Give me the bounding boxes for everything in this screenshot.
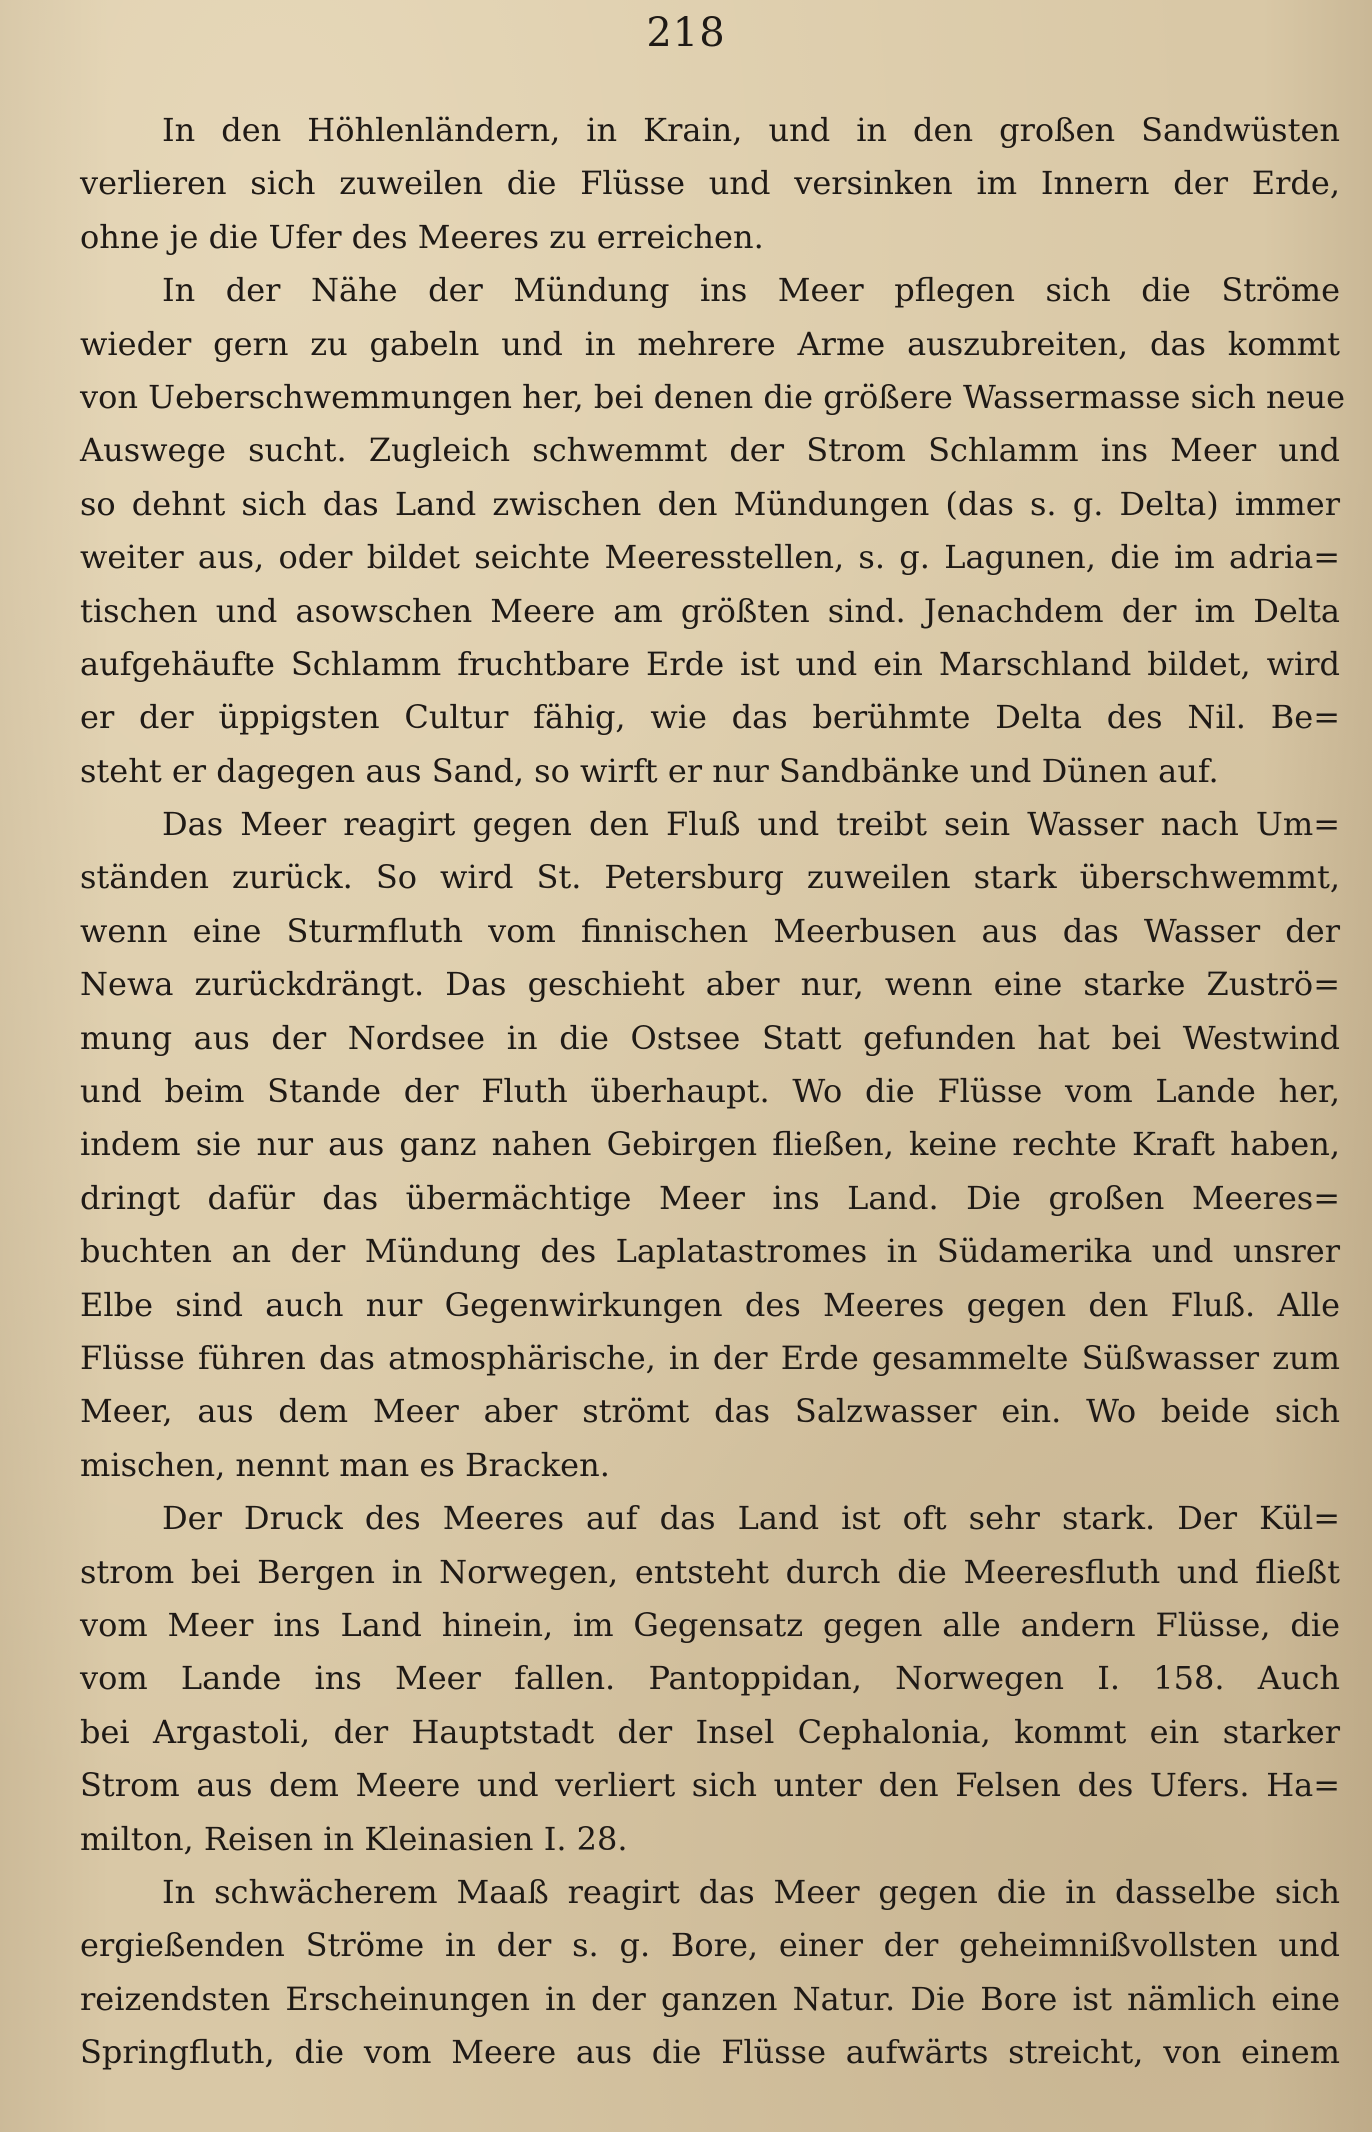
text-line: weiter aus, oder bildet seichte Meeresstellen, s. g. Lagunen, die im adria=: [80, 538, 1340, 577]
text-line: ständen zurück. So wird St. Petersburg zuweilen stark überschwemmt,: [80, 858, 1340, 897]
paragraph: [80, 798, 1340, 1492]
text-line: reizendsten Erscheinungen in der ganzen Natur. Die Bore ist nämlich eine: [80, 1979, 1340, 2018]
text-line: so dehnt sich das Land zwischen den Mündungen (das s. g. Delta) immer: [80, 484, 1340, 523]
paragraph: [80, 104, 1340, 264]
text-line: wieder gern zu gabeln und in mehrere Arme auszubreiten, das kommt: [80, 324, 1340, 363]
text-line: Newa zurückdrängt. Das geschieht aber nur, wenn eine starke Zuströ=: [80, 965, 1340, 1004]
paragraph: [80, 1866, 1340, 2080]
text-line: In schwächerem Maaß reagirt das Meer gegen die in dasselbe sich: [162, 1872, 1340, 1911]
text-line: mung aus der Nordsee in die Ostsee Statt gefunden hat bei Westwind: [80, 1018, 1340, 1057]
text-line: Das Meer reagirt gegen den Fluß und treibt sein Wasser nach Um=: [162, 805, 1340, 844]
text-line: strom bei Bergen in Norwegen, entsteht durch die Meeresfluth und fließt: [80, 1552, 1340, 1591]
text-line: vom Meer ins Land hinein, im Gegensatz gegen alle andern Flüsse, die: [80, 1605, 1340, 1644]
page-number: 218: [646, 10, 726, 56]
text-line: In den Höhlenländern, in Krain, und in den großen Sandwüsten: [162, 111, 1340, 149]
text-line: milton, Reisen in Kleinasien I. 28.: [80, 1819, 628, 1858]
text-line: steht er dagegen aus Sand, so wirft er nur Sandbänke und Dünen auf.: [80, 751, 1219, 790]
text-line: aufgehäufte Schlamm fruchtbare Erde ist und ein Marschland bildet, wird: [80, 644, 1340, 683]
text-line: Meer, aus dem Meer aber strömt das Salzwasser ein. Wo beide sich: [80, 1392, 1340, 1431]
text-line: verlieren sich zuweilen die Flüsse und versinken im Innern der Erde,: [80, 164, 1340, 203]
text-line: Elbe sind auch nur Gegenwirkungen des Meeres gegen den Fluß. Alle: [80, 1285, 1340, 1324]
text-line: und beim Stande der Fluth überhaupt. Wo die Flüsse vom Lande her,: [80, 1072, 1340, 1111]
text-line: dringt dafür das übermächtige Meer ins Land. Die großen Meeres=: [80, 1178, 1340, 1217]
text-line: wenn eine Sturmfluth vom finnischen Meerbusen aus das Wasser der: [80, 911, 1340, 950]
text-line: mischen, nennt man es Bracken.: [80, 1445, 610, 1484]
text-line: buchten an der Mündung des Laplatastromes in Südamerika und unsrer: [80, 1232, 1340, 1271]
body-text: [80, 104, 1346, 2079]
text-line: Der Druck des Meeres auf das Land ist oft sehr stark. Der Kül=: [162, 1499, 1340, 1538]
text-line: In der Nähe der Mündung ins Meer pflegen sich die Ströme: [162, 271, 1340, 310]
text-line: ohne je die Ufer des Meeres zu erreichen.: [80, 217, 764, 256]
text-line: indem sie nur aus ganz nahen Gebirgen fließen, keine rechte Kraft haben,: [80, 1125, 1340, 1164]
paragraph: [80, 1492, 1340, 1866]
text-line: ergießenden Ströme in der s. g. Bore, einer der geheimnißvollsten und: [80, 1926, 1340, 1965]
text-line: tischen und asowschen Meere am größten sind. Jenachdem der im Delta: [80, 591, 1340, 630]
text-line: von Ueberschwemmungen her, bei denen die größere Wassermasse sich neue: [80, 377, 1346, 416]
text-line: Strom aus dem Meere und verliert sich unter den Felsen des Ufers. Ha=: [80, 1766, 1340, 1805]
text-line: vom Lande ins Meer fallen. Pantoppidan, Norwegen I. 158. Auch: [80, 1659, 1340, 1698]
text-line: Flüsse führen das atmosphärische, in der Erde gesammelte Süßwasser zum: [80, 1338, 1340, 1377]
text-line: bei Argastoli, der Hauptstadt der Insel Cephalonia, kommt ein starker: [80, 1712, 1340, 1751]
text-line: Springfluth, die vom Meere aus die Flüsse aufwärts streicht, von einem: [80, 2033, 1340, 2072]
text-line: er der üppigsten Cultur fähig, wie das berühmte Delta des Nil. Be=: [80, 698, 1340, 737]
paragraph: [80, 264, 1346, 798]
text-line: Auswege sucht. Zugleich schwemmt der Strom Schlamm ins Meer und: [80, 431, 1340, 470]
